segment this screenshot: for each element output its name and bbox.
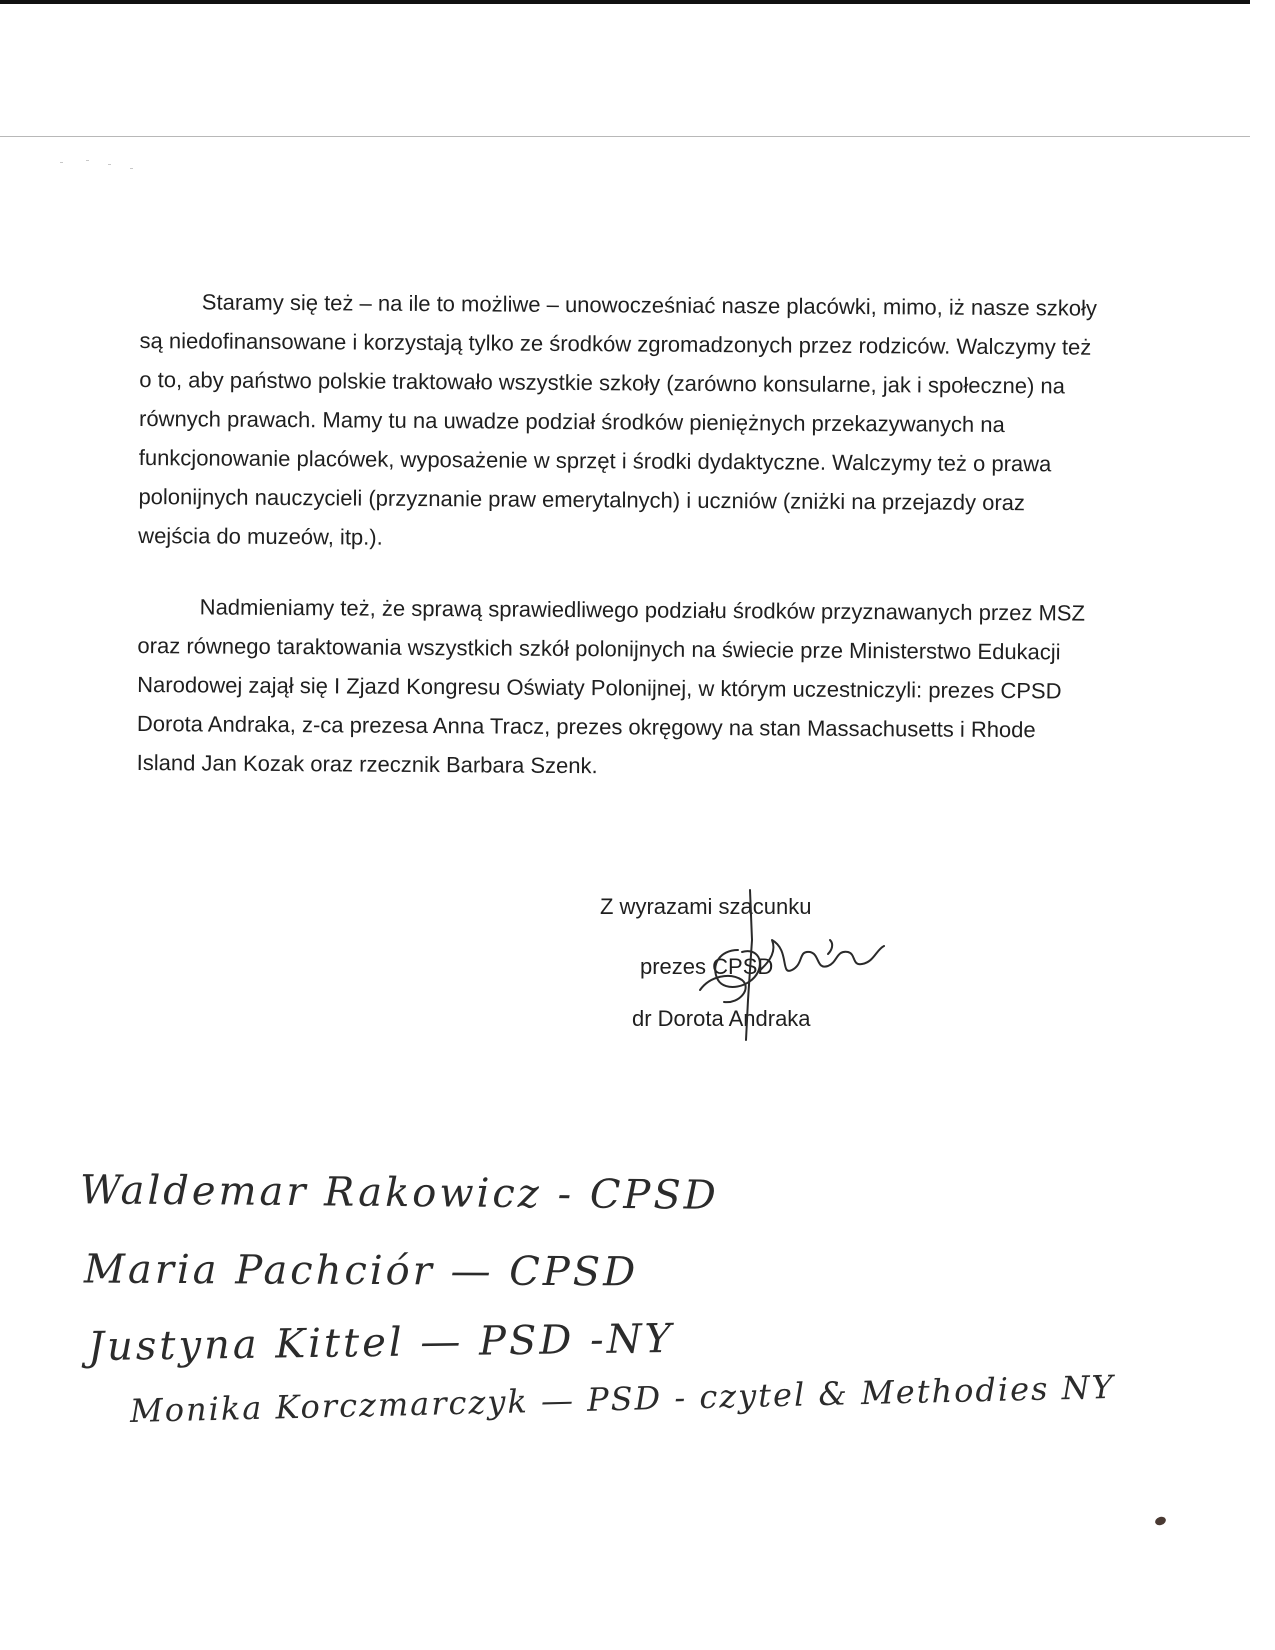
scan-specks [60,158,150,178]
closing-block [600,892,812,1034]
signer-title: prezes CPSD [640,954,774,979]
scan-page-edge-line [0,136,1250,137]
handwritten-signatories [70,1167,1250,1490]
handwritten-signatory: Justyna Kittel — PSD -NY [87,1315,675,1371]
handwritten-signatory: Maria Pachciór — CPSD [83,1246,639,1296]
ink-blot [1154,1515,1167,1526]
closing-salutation: Z wyrazami szacunku [600,894,812,919]
letter-body [136,282,1100,821]
signer-name: dr Dorota Andraka [632,1006,811,1031]
handwritten-signatory: Monika Korczmarczyk — PSD - czytel & Methodies NY [129,1367,1116,1430]
scan-top-edge [0,0,1250,4]
handwritten-signatory: Waldemar Rakowicz - CPSD [79,1167,720,1219]
paragraph-1: Staramy się też – na ile to możliwe – unowocześniać nasze placówki, mimo, iż nasze szkoły są niedofinansowane i korzystają tylko ze środków zgromadzonych przez rodziców. Walczymy też o to, aby państwo polskie traktowało wszystkie szkoły (zarówno konsularne, jak i społeczne) na równych prawach. Mamy tu na uwadze podział środków pieniężnych przekazywanych na funkcjonowanie placówek, wyposażenie w sprzęt i środki dydaktyczne. Walczymy też o prawa polonijnych nauczycieli (przyznanie praw emerytalnych) i uczniów (zniżki na przejazdy oraz wejścia do muzeów, itp.). [138,289,1097,550]
paragraph-2: Nadmieniamy też, że sprawą sprawiedliwego podziału środków przyznawanych przez MSZ oraz równego taraktowania wszystkich szkół polonijnych na świecie prze Ministerstwo Edukacji Narodowej zajął się I Zjazd Kongresu Oświaty Polonijnej, w którym uczestniczyli: prezes CPSD Dorota Andraka, z-ca prezesa Anna Tracz, prezes okręgowy na stan Massachusetts i Rhode Island Jan Kozak oraz rzecznik Barbara Szenk. [136,594,1086,779]
